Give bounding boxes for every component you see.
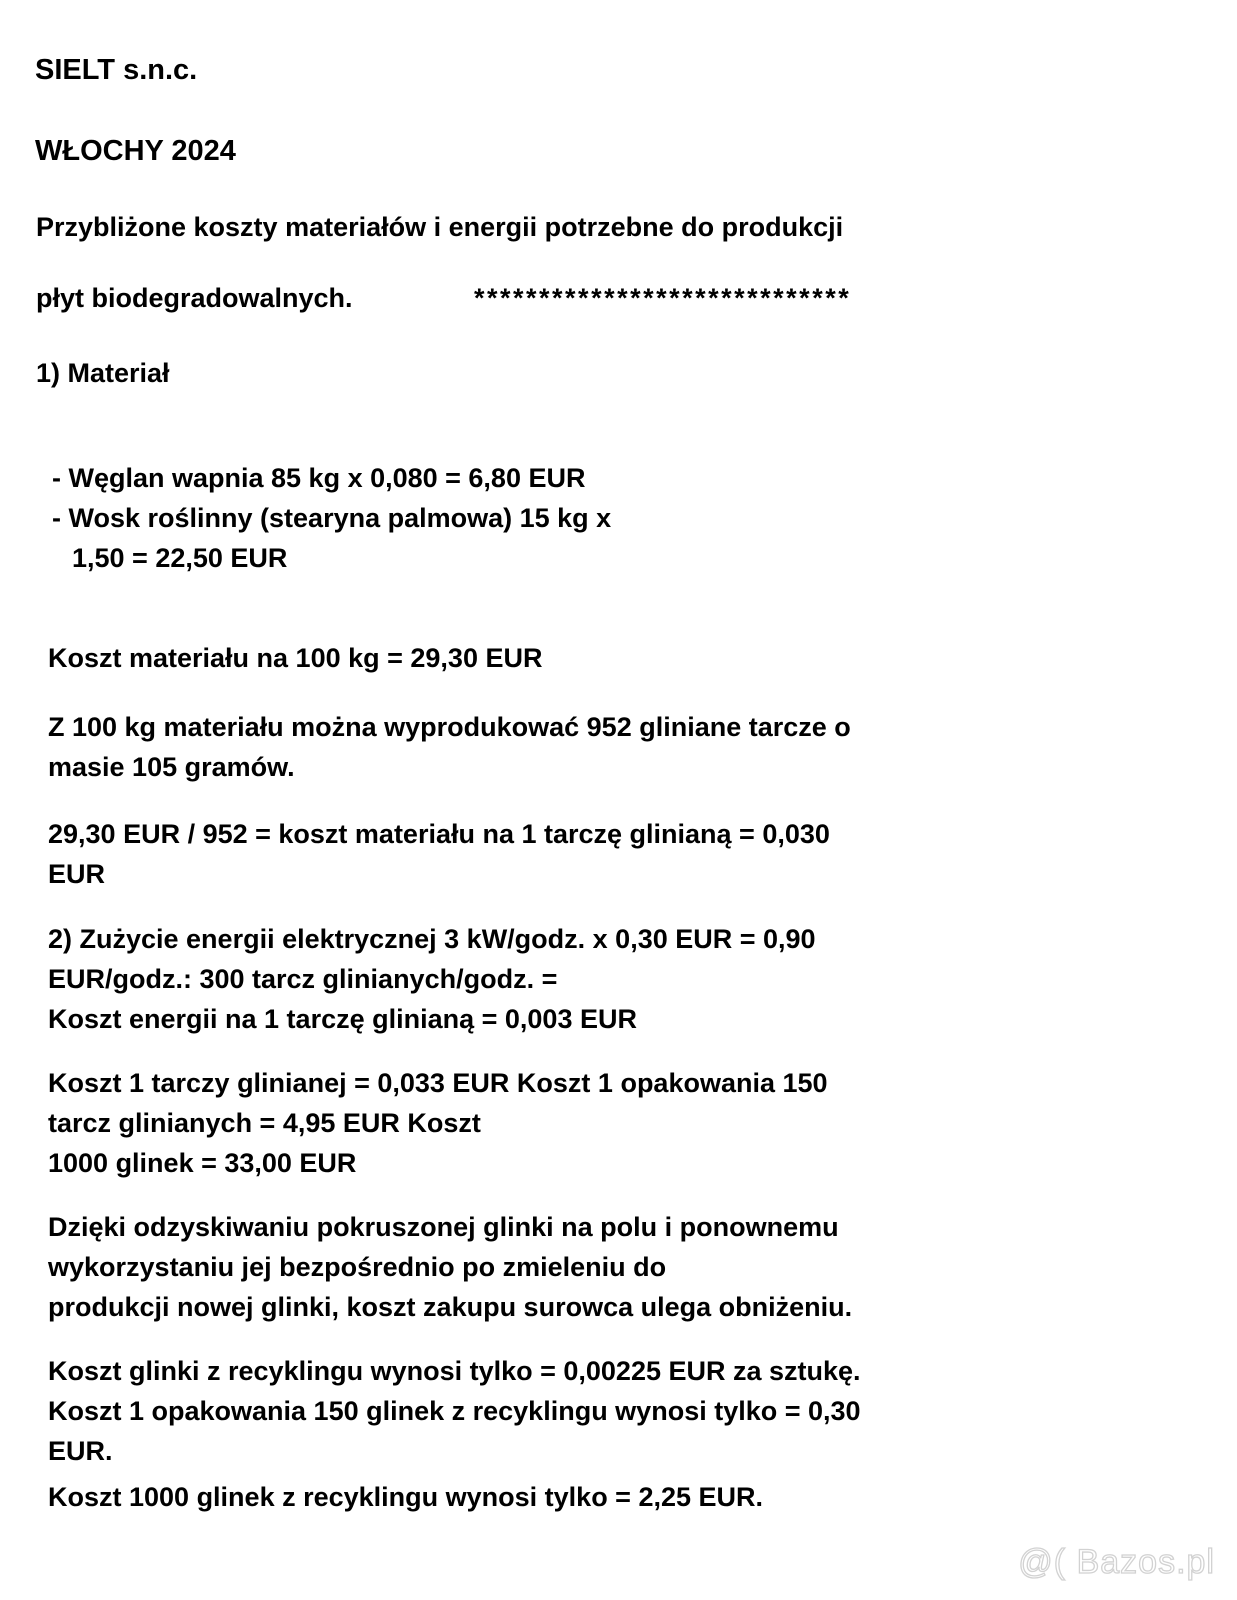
material-item-1: - Węglan wapnia 85 kg x 0,080 = 6,80 EUR [52, 463, 586, 493]
summary-line-1: Koszt 1 tarczy glinianej = 0,033 EUR Koszt 1 opakowania 150 [48, 1068, 828, 1098]
summary-line-2: tarcz glinianych = 4,95 EUR Koszt [48, 1108, 481, 1138]
location-year: WŁOCHY 2024 [35, 135, 236, 167]
unit-cost-line-2: EUR [48, 859, 106, 889]
intro-line-1: Przybliżone koszty materiałów i energii potrzebne do produkcji [36, 212, 844, 242]
company-name: SIELT s.n.c. [35, 54, 198, 86]
recycled-cost-line-1: Koszt glinki z recyklingu wynosi tylko = 0,00225 EUR za sztukę. [48, 1356, 861, 1386]
recycled-cost-line-4: Koszt 1000 glinek z recyklingu wynosi tylko = 2,25 EUR. [48, 1482, 764, 1512]
recycled-cost-line-2: Koszt 1 opakowania 150 glinek z recyklingu wynosi tylko = 0,30 [48, 1396, 861, 1426]
recycling-line-3: produkcji nowej glinki, koszt zakupu surowca ulega obniżeniu. [48, 1292, 853, 1322]
summary-line-3: 1000 glinek = 33,00 EUR [48, 1148, 357, 1178]
section-1-title: 1) Materiał [36, 358, 170, 388]
material-item-3: 1,50 = 22,50 EUR [72, 543, 288, 573]
recycled-cost-line-3: EUR. [48, 1436, 113, 1466]
unit-cost-line-1: 29,30 EUR / 952 = koszt materiału na 1 tarczę glinianą = 0,030 [48, 819, 830, 849]
material-cost-100kg: Koszt materiału na 100 kg = 29,30 EUR [48, 643, 543, 673]
bazos-watermark: @( Bazos.pl [1018, 1543, 1215, 1581]
section-2-line-1: 2) Zużycie energii elektrycznej 3 kW/godz. x 0,30 EUR = 0,90 [48, 924, 816, 954]
material-item-2: - Wosk roślinny (stearyna palmowa) 15 kg x [52, 503, 612, 533]
recycling-line-2: wykorzystaniu jej bezpośrednio po zmieleniu do [48, 1252, 667, 1282]
production-line-1: Z 100 kg materiału można wyprodukować 952 gliniane tarcze o [48, 712, 851, 742]
intro-line-2: płyt biodegradowalnych. [36, 283, 353, 313]
separator-stars: ***************************** [474, 283, 852, 313]
production-line-2: masie 105 gramów. [48, 752, 295, 782]
recycling-line-1: Dzięki odzyskiwaniu pokruszonej glinki na polu i ponownemu [48, 1212, 839, 1242]
section-2-line-3: Koszt energii na 1 tarczę glinianą = 0,003 EUR [48, 1004, 637, 1034]
section-2-line-2: EUR/godz.: 300 tarcz glinianych/godz. = [48, 964, 558, 994]
